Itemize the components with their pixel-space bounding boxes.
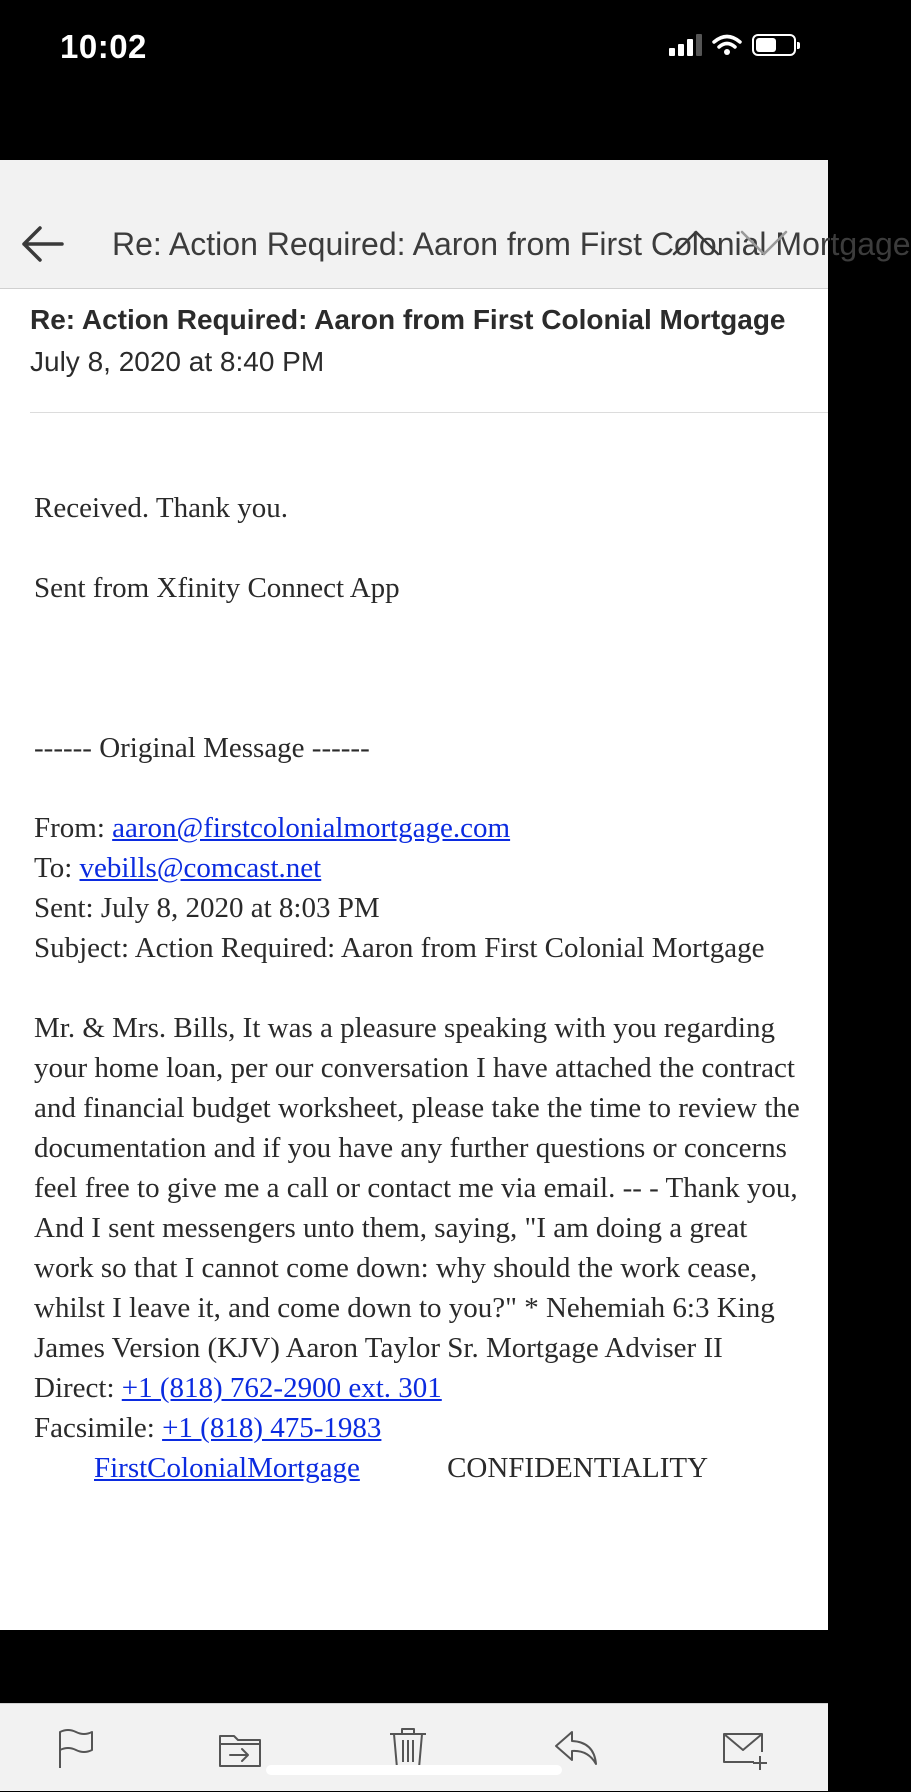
confidentiality-text: CONFIDENTIALITY [439, 1452, 709, 1484]
move-button[interactable] [216, 1724, 264, 1772]
wifi-icon [712, 34, 742, 56]
direct-phone-link[interactable]: +1 (818) 762-2900 ext. 301 [121, 1372, 442, 1404]
bottom-toolbar [0, 1703, 828, 1791]
from-email-link[interactable]: aaron@firstcolonialmortgage.com [112, 812, 511, 844]
flag-icon [52, 1724, 100, 1772]
compose-button[interactable] [720, 1724, 768, 1772]
status-icons [669, 34, 796, 56]
original-message-marker: ------ Original Message ------ [34, 732, 370, 764]
previous-email-icon[interactable] [670, 224, 722, 260]
to-line: To: vebills@comcast.net [34, 852, 322, 884]
nav-title: Re: Action Required: Aaron from First Colonial Mortgage [112, 226, 911, 262]
to-email-link[interactable]: vebills@comcast.net [79, 852, 322, 884]
message-body: Mr. & Mrs. Bills, It was a pleasure speaking with you regarding your home loan, per our conversation I have attached the contract and financial budget worksheet, please take the time to review the documentation and if you have any further questions or concerns feel free to give me a call or contact me via email. -- - Thank you, And I sent messengers unto them, saying, "I am doing a great work so that I cannot come down: why should the work cease, whilst I leave it, and come down to you?" * Nehemiah 6:3 King James Version (KJV) Aaron Taylor Sr. Mortgage Adviser II Direct: +1 (818) 762-2900 ext. 301 Facsimile: +1 (818) 475-1983 FirstColonialMortgage CONFIDENTIALITY [34, 1012, 800, 1484]
email-header [30, 300, 800, 382]
email-date: July 8, 2020 at 8:40 PM [30, 346, 325, 377]
sent-line: Sent: July 8, 2020 at 8:03 PM [34, 892, 380, 924]
header-divider [30, 412, 828, 413]
home-indicator[interactable] [266, 1765, 562, 1775]
battery-icon [752, 34, 796, 56]
fax-phone-link[interactable]: +1 (818) 475-1983 [162, 1412, 382, 1444]
back-arrow-icon[interactable] [18, 222, 68, 266]
reply-line: Received. Thank you. [34, 492, 288, 524]
next-email-icon[interactable] [738, 224, 790, 260]
subject-line: Subject: Action Required: Aaron from First Colonial Mortgage [34, 932, 765, 964]
status-bar [0, 0, 828, 100]
website-link[interactable]: FirstColonialMortgage [94, 1452, 360, 1484]
nav-bar [0, 160, 911, 289]
from-line: From: aaron@firstcolonialmortgage.com [34, 812, 511, 844]
status-time: 10:02 [60, 28, 147, 65]
cellular-signal-icon [669, 34, 702, 56]
email-subject: Re: Action Required: Aaron from First Colonial Mortgage [30, 304, 786, 335]
move-folder-icon [216, 1724, 264, 1772]
email-body [34, 488, 804, 1488]
email-sheet [0, 160, 911, 1630]
signature-line: Sent from Xfinity Connect App [34, 572, 400, 604]
flag-button[interactable] [52, 1724, 100, 1772]
compose-icon [720, 1724, 768, 1772]
